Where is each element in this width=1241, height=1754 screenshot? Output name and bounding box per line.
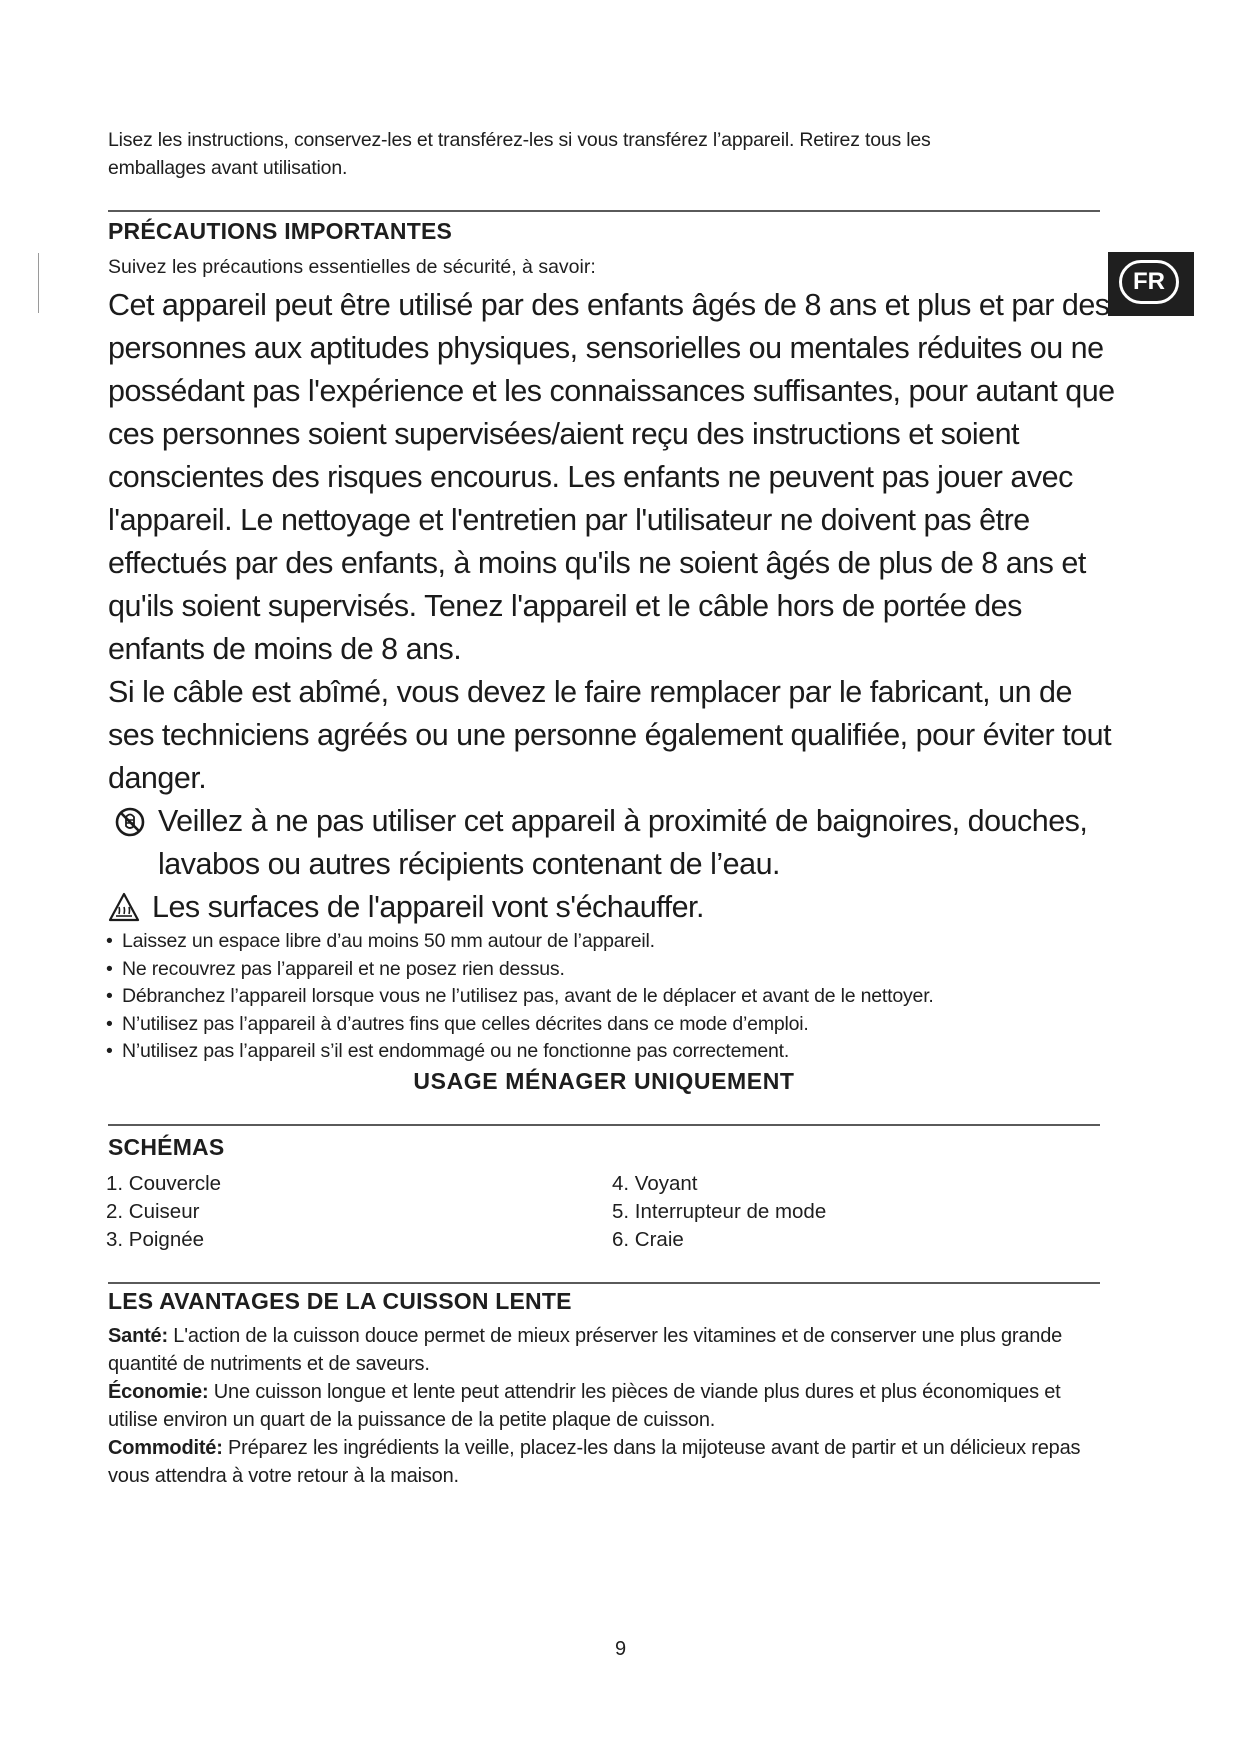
list-item: • Débranchez l’appareil lorsque vous ne l’utilisez pas, avant de le déplacer et avant de le nettoyer. xyxy=(106,985,934,1008)
precaution-paragraph-cable: Si le câble est abîmé, vous devez le faire remplacer par le fabricant, un de ses techniciens agréés ou une personne également qualifiée, pour éviter tout danger. xyxy=(108,675,1112,795)
divider xyxy=(108,210,1100,212)
language-badge xyxy=(1108,252,1194,316)
precautions-lead: Suivez les précautions essentielles de sécurité, à savoir: xyxy=(108,256,596,278)
list-item: 1. Couvercle xyxy=(106,1172,222,1195)
list-item: 4. Voyant xyxy=(612,1172,698,1195)
benefit-convenience: Commodité: Préparez les ingrédients la veille, placez-les dans la mijoteuse avant de partir et un délicieux repas vous attendra à votre retour à la maison. xyxy=(108,1437,1081,1487)
page-number: 9 xyxy=(614,1638,627,1660)
water-warning xyxy=(108,800,1118,886)
benefit-economy-label: Économie: xyxy=(108,1381,209,1403)
section-heading-precautions: PRÉCAUTIONS IMPORTANTES xyxy=(108,218,453,244)
section-heading-benefits: LES AVANTAGES DE LA CUISSON LENTE xyxy=(108,1288,572,1314)
list-item: • N’utilisez pas l’appareil s’il est endommagé ou ne fonctionne pas correctement. xyxy=(106,1040,790,1063)
benefit-convenience-label: Commodité: xyxy=(108,1437,223,1459)
list-item: 6. Craie xyxy=(612,1228,684,1251)
list-item: • Ne recouvrez pas l’appareil et ne posez rien dessus. xyxy=(106,957,565,980)
list-item: 5. Interrupteur de mode xyxy=(612,1200,827,1223)
water-warning-line2: lavabos ou autres récipients contenant de l’eau. xyxy=(158,847,781,881)
hot-surface-warning xyxy=(108,886,1118,929)
list-item: • Laissez un espace libre d’au moins 50 mm autour de l’appareil. xyxy=(106,930,655,952)
safety-bullet-list xyxy=(104,928,1104,1066)
parts-list-left xyxy=(106,1170,221,1254)
no-water-icon xyxy=(114,806,146,838)
benefit-economy: Économie: Une cuisson longue et lente peut attendrir les pièces de viande plus dures et plus économiques et utilise environ un quart de la puissance de la petite plaque de cuisson. xyxy=(108,1381,1061,1431)
hot-surface-icon xyxy=(108,891,140,923)
section-heading-diagrams: SCHÉMAS xyxy=(108,1134,225,1160)
benefit-health-label: Santé: xyxy=(108,1325,168,1347)
intro-text: Lisez les instructions, conservez-les et transférez-les si vous transférez l’appareil. Retirez tous les emballages avant utilisation. xyxy=(108,129,931,179)
hot-surface-text: Les surfaces de l'appareil vont s'échauffer. xyxy=(152,890,704,924)
benefit-health: Santé: L'action de la cuisson douce permet de mieux préserver les vitamines et de conserver une plus grande quantité de nutriments et de saveurs. xyxy=(108,1325,1063,1375)
language-badge-label: FR xyxy=(1133,268,1165,295)
list-item: 2. Cuiseur xyxy=(106,1200,200,1223)
precautions-body xyxy=(108,284,1118,929)
benefits-body xyxy=(108,1322,1108,1490)
margin-mark xyxy=(38,253,39,313)
parts-list-right xyxy=(612,1170,826,1254)
precaution-paragraph-children: Cet appareil peut être utilisé par des enfants âgés de 8 ans et plus et par des personnes aux aptitudes physiques, sensorielles ou mentales réduites ou ne possédant pas l'expérience et les connaissances suffisantes, pour autant que ces personnes soient supervisées/aient reçu des instructions et soient conscientes des risques encourus. Les enfants ne peuvent pas jouer avec l'appareil. Le nettoyage et l'entretien par l'utilisateur ne doivent pas être effectués par des enfants, à moins qu'ils ne soient âgés de plus de 8 ans et qu'ils soient supervisés. Tenez l'appareil et le câble hors de portée des enfants de moins de 8 ans. xyxy=(108,288,1115,666)
water-warning-line1: Veillez à ne pas utiliser cet appareil à proximité de baignoires, douches, xyxy=(158,804,1088,838)
divider xyxy=(108,1282,1100,1284)
household-use-notice: USAGE MÉNAGER UNIQUEMENT xyxy=(413,1068,795,1094)
list-item: • N’utilisez pas l’appareil à d’autres fins que celles décrites dans ce mode d’emploi. xyxy=(106,1012,809,1035)
list-item: 3. Poignée xyxy=(106,1228,205,1251)
divider xyxy=(108,1124,1100,1126)
